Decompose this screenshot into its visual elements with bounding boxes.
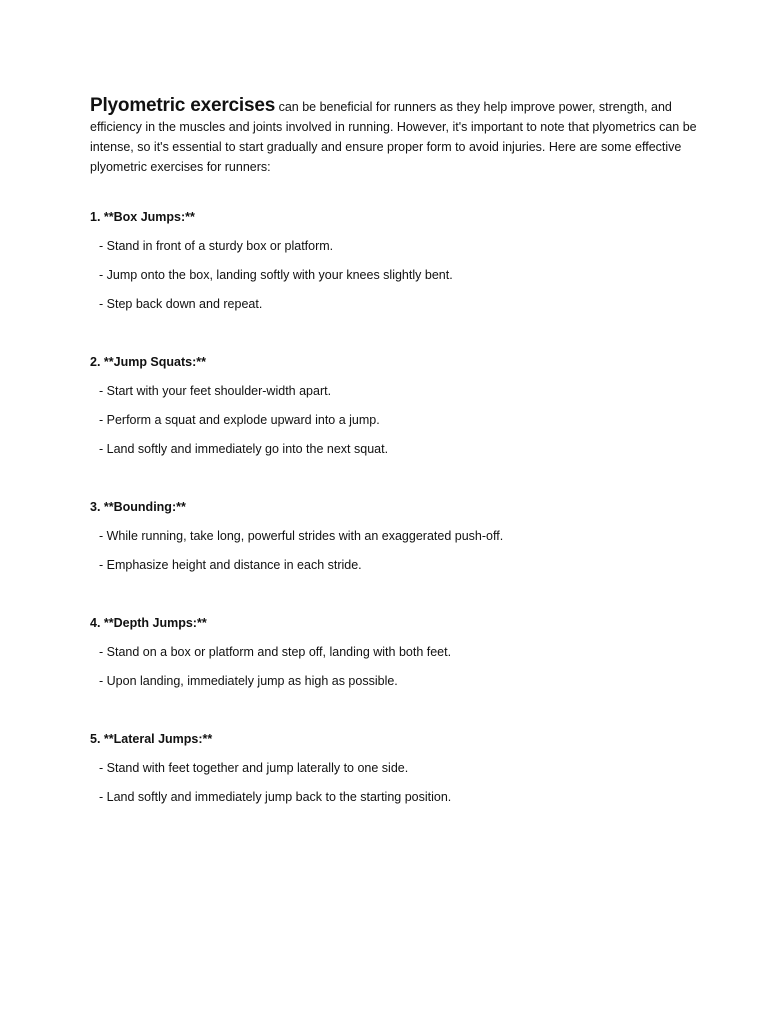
exercise-box-jumps	[90, 208, 700, 313]
exercise-step: - While running, take long, powerful strides with an exaggerated push-off.	[99, 529, 504, 543]
intro-body: can be beneficial for runners as they help improve power, strength, and efficiency in the muscles and joints involved in running. However, it's important to note that plyometrics can be intense, so it's essential to start gradually and ensure proper form to avoid injuries. Here are some effective plyometric exercises for runners:	[90, 100, 697, 174]
exercise-step: - Step back down and repeat.	[99, 297, 263, 311]
exercise-step: - Jump onto the box, landing softly with your knees slightly bent.	[99, 268, 453, 282]
exercise-step: - Start with your feet shoulder-width apart.	[99, 384, 332, 398]
exercise-depth-jumps	[90, 614, 700, 690]
exercise-heading: 4. **Depth Jumps:**	[90, 616, 207, 630]
exercise-step: - Emphasize height and distance in each stride.	[99, 558, 362, 572]
document-page	[90, 96, 700, 806]
exercise-bounding	[90, 498, 700, 574]
exercise-step: - Perform a squat and explode upward into a jump.	[99, 413, 380, 427]
exercise-step: - Stand with feet together and jump laterally to one side.	[99, 761, 409, 775]
exercise-step: - Stand in front of a sturdy box or platform.	[99, 239, 334, 253]
exercise-step: - Land softly and immediately jump back to the starting position.	[99, 790, 452, 804]
exercise-jump-squats	[90, 353, 700, 458]
intro-paragraph	[90, 96, 700, 177]
exercise-heading: 3. **Bounding:**	[90, 500, 186, 514]
exercise-step: - Stand on a box or platform and step off, landing with both feet.	[99, 645, 452, 659]
exercise-step: - Upon landing, immediately jump as high as possible.	[99, 674, 398, 688]
exercise-lateral-jumps	[90, 730, 700, 806]
exercise-heading: 5. **Lateral Jumps:**	[90, 732, 213, 746]
exercise-heading: 1. **Box Jumps:**	[90, 210, 195, 224]
exercise-heading: 2. **Jump Squats:**	[90, 355, 207, 369]
intro-title: Plyometric exercises	[90, 95, 276, 116]
exercise-step: - Land softly and immediately go into the next squat.	[99, 442, 389, 456]
